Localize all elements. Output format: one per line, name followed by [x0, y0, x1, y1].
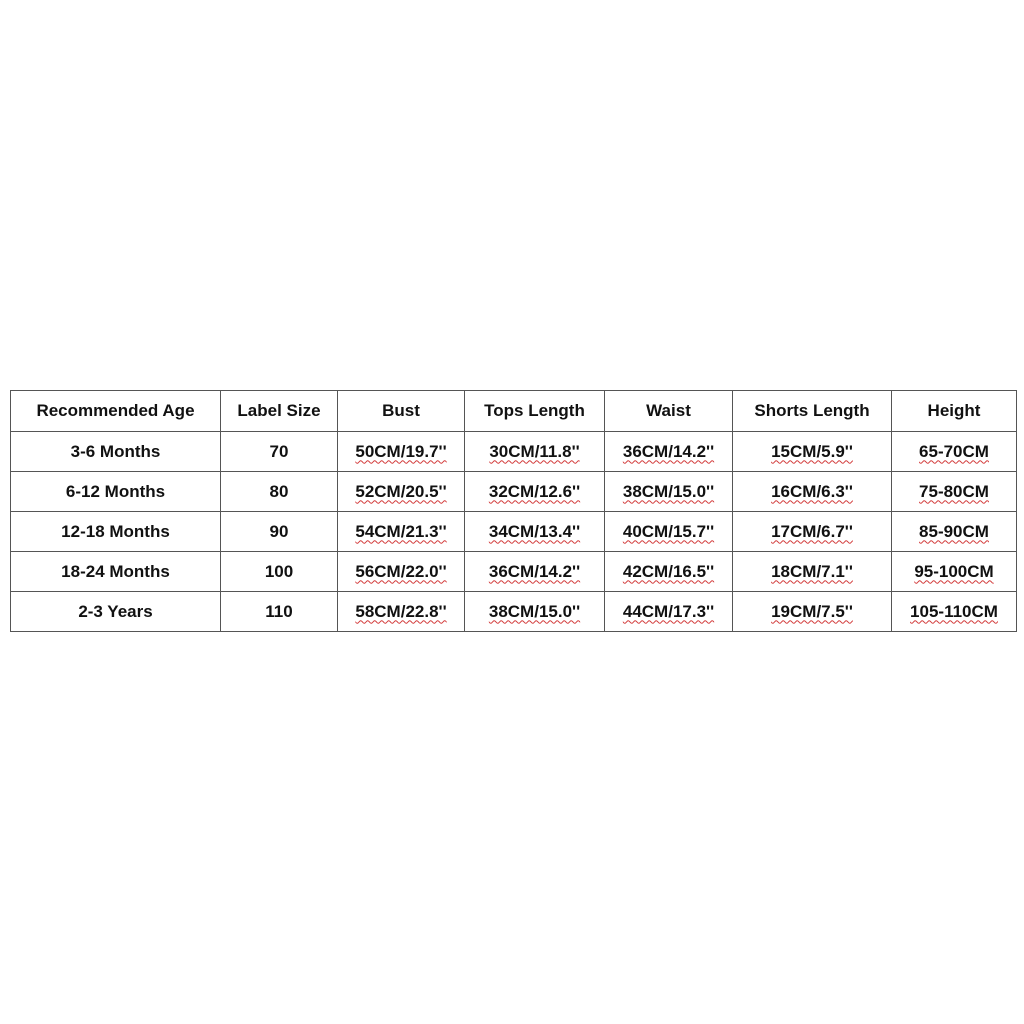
label-size-cell: 90 — [221, 512, 338, 552]
bust-cell — [338, 432, 465, 472]
header-height: Height — [892, 391, 1017, 432]
age-cell: 2-3 Years — [11, 592, 221, 632]
height-cell — [892, 432, 1017, 472]
waist-cell — [605, 472, 733, 512]
header-label-size: Label Size — [221, 391, 338, 432]
shorts-length-cell — [733, 592, 892, 632]
shorts-length-value: 17CM/6.7'' — [771, 521, 853, 541]
tops-length-cell — [465, 512, 605, 552]
header-shorts-length: Shorts Length — [733, 391, 892, 432]
tops-length-cell — [465, 552, 605, 592]
age-cell: 18-24 Months — [11, 552, 221, 592]
label-size-cell: 70 — [221, 432, 338, 472]
bust-cell — [338, 592, 465, 632]
bust-cell — [338, 472, 465, 512]
shorts-length-value: 18CM/7.1'' — [771, 561, 853, 581]
bust-value: 58CM/22.8'' — [355, 601, 447, 621]
height-value: 85-90CM — [919, 521, 989, 541]
height-cell — [892, 512, 1017, 552]
tops-length-value: 32CM/12.6'' — [488, 481, 581, 501]
tops-length-value: 34CM/13.4'' — [488, 521, 581, 541]
waist-cell — [605, 432, 733, 472]
label-size-cell: 110 — [221, 592, 338, 632]
shorts-length-value: 19CM/7.5'' — [771, 601, 853, 621]
header-tops-length: Tops Length — [465, 391, 605, 432]
age-cell: 3-6 Months — [11, 432, 221, 472]
header-recommended-age: Recommended Age — [11, 391, 221, 432]
tops-length-value: 38CM/15.0'' — [488, 601, 581, 621]
height-value: 105-110CM — [910, 601, 998, 621]
bust-value: 52CM/20.5'' — [355, 481, 447, 501]
height-cell — [892, 552, 1017, 592]
shorts-length-cell — [733, 432, 892, 472]
table-row — [11, 552, 1017, 592]
bust-cell — [338, 512, 465, 552]
age-cell: 12-18 Months — [11, 512, 221, 552]
height-value: 95-100CM — [914, 561, 994, 581]
height-value: 75-80CM — [919, 481, 989, 501]
waist-value: 42CM/16.5'' — [622, 561, 715, 581]
height-cell — [892, 472, 1017, 512]
bust-value: 54CM/21.3'' — [355, 521, 447, 541]
header-bust: Bust — [338, 391, 465, 432]
tops-length-cell — [465, 432, 605, 472]
waist-value: 38CM/15.0'' — [622, 481, 715, 501]
header-waist: Waist — [605, 391, 733, 432]
tops-length-value: 36CM/14.2'' — [488, 561, 581, 581]
tops-length-value: 30CM/11.8'' — [489, 441, 580, 461]
waist-cell — [605, 552, 733, 592]
table-row — [11, 592, 1017, 632]
bust-cell — [338, 552, 465, 592]
shorts-length-cell — [733, 552, 892, 592]
table-row — [11, 472, 1017, 512]
waist-cell — [605, 592, 733, 632]
shorts-length-cell — [733, 512, 892, 552]
header-row — [11, 391, 1017, 432]
waist-cell — [605, 512, 733, 552]
table-row — [11, 432, 1017, 472]
shorts-length-value: 15CM/5.9'' — [771, 441, 853, 461]
bust-value: 56CM/22.0'' — [355, 561, 447, 581]
label-size-cell: 100 — [221, 552, 338, 592]
label-size-cell: 80 — [221, 472, 338, 512]
height-cell — [892, 592, 1017, 632]
tops-length-cell — [465, 592, 605, 632]
size-chart-table — [10, 390, 1017, 632]
tops-length-cell — [465, 472, 605, 512]
bust-value: 50CM/19.7'' — [355, 441, 447, 461]
age-cell: 6-12 Months — [11, 472, 221, 512]
waist-value: 44CM/17.3'' — [622, 601, 715, 621]
waist-value: 40CM/15.7'' — [622, 521, 715, 541]
waist-value: 36CM/14.2'' — [622, 441, 715, 461]
shorts-length-value: 16CM/6.3'' — [771, 481, 853, 501]
shorts-length-cell — [733, 472, 892, 512]
height-value: 65-70CM — [919, 441, 989, 461]
table-row — [11, 512, 1017, 552]
